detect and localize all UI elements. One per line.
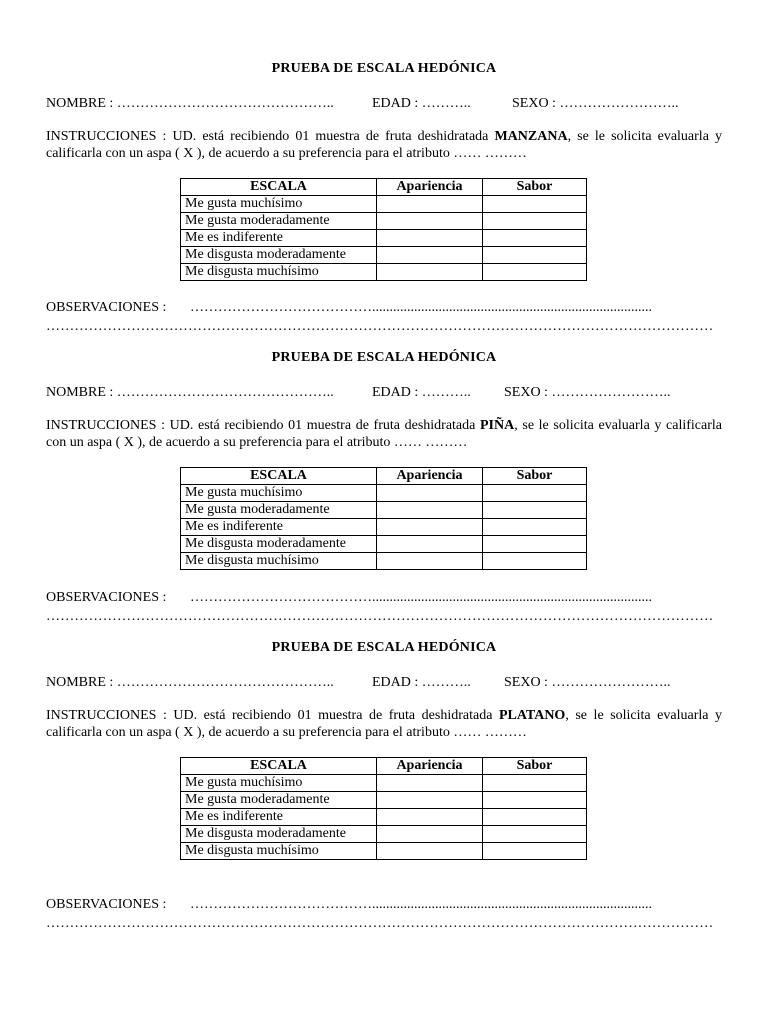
apariencia-cell[interactable]	[377, 230, 483, 247]
edad-field[interactable]: EDAD : ………..	[372, 96, 471, 111]
form-manzana	[46, 61, 722, 334]
apariencia-cell[interactable]	[377, 843, 483, 860]
header-sabor: Sabor	[483, 468, 587, 485]
apariencia-cell[interactable]	[377, 792, 483, 809]
nombre-field[interactable]: NOMBRE : ………………………………………..	[46, 385, 334, 400]
table-row	[181, 775, 587, 792]
scale-label: Me gusta moderadamente	[181, 213, 377, 230]
hedonic-scale-table	[180, 178, 587, 281]
scale-label: Me disgusta moderadamente	[181, 247, 377, 264]
observaciones-field-line2[interactable]: ……………………………………………………………………………………………………………………………	[46, 609, 714, 624]
table-row	[181, 213, 587, 230]
nombre-field[interactable]: NOMBRE : ………………………………………..	[46, 675, 334, 690]
table-row	[181, 553, 587, 570]
observaciones-field[interactable]: …………………………………................................................................................	[190, 300, 652, 315]
header-apariencia: Apariencia	[377, 758, 483, 775]
observaciones-field-line2[interactable]: ……………………………………………………………………………………………………………………………	[46, 916, 714, 931]
apariencia-cell[interactable]	[377, 809, 483, 826]
header-escala: ESCALA	[181, 179, 377, 196]
observaciones-label: OBSERVACIONES :	[46, 590, 167, 605]
sexo-field[interactable]: SEXO : ……………………..	[504, 675, 671, 690]
sabor-cell[interactable]	[483, 843, 587, 860]
table-row	[181, 792, 587, 809]
apariencia-cell[interactable]	[377, 213, 483, 230]
observaciones-label: OBSERVACIONES :	[46, 897, 167, 912]
instructions-suffix: , se le solicita evaluarla y calificarla con un aspa ( X ), de acuerdo a su preferencia para el atributo …… ………	[46, 129, 722, 161]
sabor-cell[interactable]	[483, 536, 587, 553]
scale-label: Me disgusta muchísimo	[181, 553, 377, 570]
table-row	[181, 826, 587, 843]
sabor-cell[interactable]	[483, 264, 587, 281]
table-row	[181, 247, 587, 264]
observaciones-line	[46, 299, 652, 316]
scale-label: Me es indiferente	[181, 809, 377, 826]
sabor-cell[interactable]	[483, 196, 587, 213]
apariencia-cell[interactable]	[377, 553, 483, 570]
sabor-cell[interactable]	[483, 247, 587, 264]
nombre-field[interactable]: NOMBRE : ………………………………………..	[46, 96, 334, 111]
form-pina	[46, 350, 723, 624]
sabor-cell[interactable]	[483, 213, 587, 230]
apariencia-cell[interactable]	[377, 519, 483, 536]
observaciones-line	[46, 896, 652, 913]
hedonic-scale-table	[180, 467, 587, 570]
fruit-name: MANZANA	[494, 129, 568, 144]
header-escala: ESCALA	[181, 468, 377, 485]
edad-field[interactable]: EDAD : ………..	[372, 385, 471, 400]
table-header-row	[181, 758, 587, 775]
sexo-field[interactable]: SEXO : ……………………..	[504, 385, 671, 400]
table-row	[181, 809, 587, 826]
scale-label: Me es indiferente	[181, 230, 377, 247]
observaciones-line	[46, 589, 652, 606]
sabor-cell[interactable]	[483, 519, 587, 536]
form-platano	[46, 640, 722, 931]
table-row	[181, 230, 587, 247]
observaciones-field[interactable]: …………………………………................................................................................	[190, 590, 652, 605]
observaciones-label: OBSERVACIONES :	[46, 300, 167, 315]
observaciones-field-line2[interactable]: ……………………………………………………………………………………………………………………………	[46, 319, 714, 334]
apariencia-cell[interactable]	[377, 264, 483, 281]
sabor-cell[interactable]	[483, 826, 587, 843]
header-escala: ESCALA	[181, 758, 377, 775]
table-header-row	[181, 468, 587, 485]
scale-label: Me disgusta moderadamente	[181, 826, 377, 843]
scale-label: Me gusta muchísimo	[181, 196, 377, 213]
scale-label: Me gusta muchísimo	[181, 485, 377, 502]
edad-field[interactable]: EDAD : ………..	[372, 675, 471, 690]
instructions-suffix: , se le solicita evaluarla y calificarla con un aspa ( X ), de acuerdo a su preferencia para el atributo …… ………	[46, 418, 723, 450]
instructions-prefix: INSTRUCCIONES : UD. está recibiendo 01 muestra de fruta deshidratada	[46, 708, 499, 723]
scale-label: Me gusta moderadamente	[181, 502, 377, 519]
table-row	[181, 264, 587, 281]
table-row	[181, 196, 587, 213]
header-sabor: Sabor	[483, 758, 587, 775]
sabor-cell[interactable]	[483, 502, 587, 519]
sexo-field[interactable]: SEXO : ……………………..	[512, 96, 679, 111]
header-sabor: Sabor	[483, 179, 587, 196]
apariencia-cell[interactable]	[377, 502, 483, 519]
fruit-name: PIÑA	[480, 418, 515, 433]
form-title: PRUEBA DE ESCALA HEDÓNICA	[271, 61, 497, 76]
instructions	[46, 417, 722, 451]
form-title: PRUEBA DE ESCALA HEDÓNICA	[271, 640, 497, 655]
scale-label: Me disgusta muchísimo	[181, 264, 377, 281]
apariencia-cell[interactable]	[377, 536, 483, 553]
table-header-row	[181, 179, 587, 196]
apariencia-cell[interactable]	[377, 485, 483, 502]
instructions-suffix: , se le solicita evaluarla y calificarla con un aspa ( X ), de acuerdo a su preferencia para el atributo …… ………	[46, 708, 722, 740]
instructions	[46, 707, 722, 741]
sabor-cell[interactable]	[483, 230, 587, 247]
sabor-cell[interactable]	[483, 553, 587, 570]
scale-label: Me disgusta moderadamente	[181, 536, 377, 553]
scale-label: Me disgusta muchísimo	[181, 843, 377, 860]
apariencia-cell[interactable]	[377, 826, 483, 843]
instructions-prefix: INSTRUCCIONES : UD. está recibiendo 01 muestra de fruta deshidratada	[46, 129, 495, 144]
table-row	[181, 485, 587, 502]
form-title: PRUEBA DE ESCALA HEDÓNICA	[271, 350, 497, 365]
table-row	[181, 502, 587, 519]
apariencia-cell[interactable]	[377, 247, 483, 264]
table-row	[181, 536, 587, 553]
table-row	[181, 843, 587, 860]
instructions	[46, 128, 722, 162]
sabor-cell[interactable]	[483, 809, 587, 826]
scale-label: Me gusta muchísimo	[181, 775, 377, 792]
fruit-name: PLATANO	[498, 708, 566, 723]
apariencia-cell[interactable]	[377, 775, 483, 792]
scale-label: Me gusta moderadamente	[181, 792, 377, 809]
table-row	[181, 519, 587, 536]
sabor-cell[interactable]	[483, 775, 587, 792]
sabor-cell[interactable]	[483, 485, 587, 502]
header-apariencia: Apariencia	[377, 468, 483, 485]
sabor-cell[interactable]	[483, 792, 587, 809]
observaciones-field[interactable]: …………………………………................................................................................	[190, 897, 652, 912]
header-apariencia: Apariencia	[377, 179, 483, 196]
apariencia-cell[interactable]	[377, 196, 483, 213]
instructions-prefix: INSTRUCCIONES : UD. está recibiendo 01 muestra de fruta deshidratada	[46, 418, 480, 433]
hedonic-scale-table	[180, 757, 587, 860]
scale-label: Me es indiferente	[181, 519, 377, 536]
